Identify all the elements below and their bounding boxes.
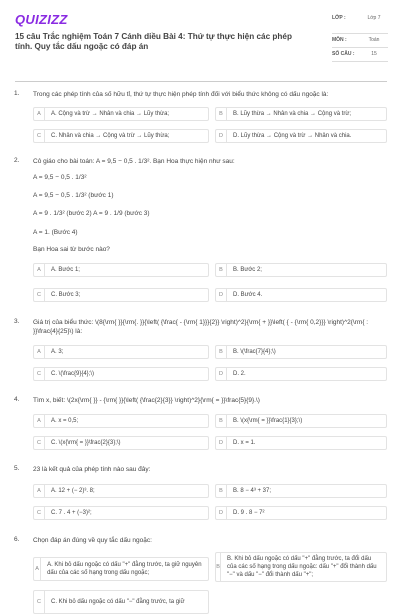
option-letter: C: [34, 591, 45, 613]
solution-line: A = 9 . 1/3² (bước 2) A = 9 . 1/9 (bước 3): [33, 210, 150, 217]
option-text: D. Lũy thừa → Cộng và trừ → Nhân và chia.: [233, 133, 352, 139]
option-letter: C: [34, 507, 45, 519]
option-c[interactable]: [33, 288, 209, 302]
question-text: 23 là kết quả của phép tính nào sau đây:: [33, 466, 151, 473]
option-a[interactable]: [33, 263, 209, 277]
option-b[interactable]: [215, 345, 387, 359]
question-text: Tìm x, biết: \(2x{\rm{ }} - {\rm{ }}{\left( {\frac{2}{3}} \right)^2}{\rm{ = }}\frac{5}{9}.\): [33, 397, 260, 404]
option-letter: B: [216, 485, 227, 497]
option-d[interactable]: [215, 506, 387, 520]
option-text: D. Bước 4.: [233, 292, 263, 298]
question-text: Chọn đáp án đúng về quy tắc dấu ngoặc:: [33, 537, 152, 544]
question-text: Giá trị của biểu thức: \(8{\rm{ }}{\rm{. }}{\left( {\frac{ - {\rm{ 1}}}{2}} \right)^2}{\rm{ + }}\left( { - {\rm{ 0,2}}} \right)^2{\rm{ : }}\frac{4}{25}\) là:: [33, 319, 369, 335]
option-text: A. 12 + (− 2)³. 8;: [51, 488, 95, 494]
meta-value: 15: [371, 51, 377, 57]
option-letter: A: [34, 558, 41, 580]
option-text: C. \(\frac{9}{4};\): [51, 371, 95, 377]
option-letter: A: [34, 108, 45, 120]
meta-table: [332, 12, 388, 62]
meta-value: Lớp 7: [367, 15, 381, 21]
option-text: A. Bước 1;: [51, 267, 80, 273]
option-letter: C: [34, 130, 45, 142]
option-text: A. Cộng và trừ → Nhân và chia → Lũy thừa;: [51, 111, 170, 117]
option-d[interactable]: [215, 436, 387, 450]
option-a[interactable]: [33, 484, 209, 498]
solution-line: A = 1. (Bước 4): [33, 229, 78, 236]
option-letter: A: [34, 415, 45, 427]
option-a[interactable]: [33, 107, 209, 121]
option-b[interactable]: [215, 263, 387, 277]
question-text: Cô giáo cho bài toán: A = 9,5 − 0,5 . 1/3². Bạn Hoa thực hiện như sau:: [33, 158, 235, 165]
option-text: C. \(x{\rm{ = }}\frac{2}{3};\): [51, 440, 121, 446]
option-d[interactable]: [215, 367, 387, 381]
option-letter: B: [216, 108, 227, 120]
option-letter: C: [34, 368, 45, 380]
option-letter: A: [34, 485, 45, 497]
option-letter: B: [216, 346, 227, 358]
question-text: Trong các phép tính của số hữu tỉ, thứ tự thực hiện phép tính đối với biểu thức không có dấu ngoặc là:: [33, 91, 329, 98]
meta-label: SỐ CÂU :: [332, 51, 355, 57]
question-number: 2.: [14, 157, 20, 164]
question-number: 1.: [14, 90, 20, 97]
option-c[interactable]: [33, 436, 209, 450]
option-a[interactable]: [33, 414, 209, 428]
option-letter: D: [216, 368, 227, 380]
meta-value: Toán: [368, 37, 380, 43]
option-text: A. 3;: [51, 349, 64, 355]
option-text: C. Bước 3;: [51, 292, 81, 298]
document-title: 15 câu Trắc nghiệm Toán 7 Cánh diều Bài 4: Thứ tự thực hiện các phép tính. Quy tắc dấu ngoặc có đáp án: [15, 32, 292, 51]
option-c[interactable]: [33, 506, 209, 520]
option-d[interactable]: [215, 288, 387, 302]
option-letter: D: [216, 130, 227, 142]
option-text: B. \(x{\rm{ = }}\frac{1}{3};\): [233, 418, 303, 424]
quizizz-logo: QUIZIZZ: [15, 12, 68, 27]
option-text: B. Bước 2;: [233, 267, 262, 273]
option-b[interactable]: [215, 484, 387, 498]
option-c[interactable]: [33, 590, 209, 614]
meta-label: MÔN :: [332, 37, 347, 43]
meta-row-subject: [332, 34, 388, 48]
option-letter: A: [34, 264, 45, 276]
option-b[interactable]: [215, 414, 387, 428]
option-text: C. 7 . 4 + (−3)²;: [51, 510, 92, 516]
option-text: A. Khi bỏ dấu ngoặc có dấu "+" đằng trước, ta giữ nguyên dấu của các số hạng trong dấu ngoặc;: [47, 562, 202, 576]
solution-line: A = 9,5 − 0,5 . 1/3² (bước 1): [33, 192, 114, 199]
question-number: 6.: [14, 536, 20, 543]
question-number: 3.: [14, 318, 20, 325]
option-text: C. Nhân và chia → Cộng và trừ → Lũy thừa;: [51, 133, 170, 139]
option-letter: A: [34, 346, 45, 358]
option-text: B. Lũy thừa → Nhân và chia → Cộng và trừ;: [233, 111, 352, 117]
option-letter: B: [216, 553, 221, 581]
meta-row-class: [332, 12, 388, 34]
option-letter: D: [216, 437, 227, 449]
option-letter: B: [216, 415, 227, 427]
option-a[interactable]: [33, 557, 209, 581]
option-letter: D: [216, 507, 227, 519]
option-d[interactable]: [215, 129, 387, 143]
option-letter: B: [216, 264, 227, 276]
option-letter: C: [34, 289, 45, 301]
option-letter: D: [216, 289, 227, 301]
meta-row-count: [332, 48, 388, 62]
option-text: B. 8 − 4³ + 37;: [233, 488, 272, 494]
option-text: B. Khi bỏ dấu ngoặc có dấu "+" đằng trước, ta đổi dấu của các số hạng trong dấu ngoặc: dấu "+" đổi thành dấu "−" và dấu "−" đổi thành dấu "+";: [227, 556, 377, 578]
question-number: 4.: [14, 396, 20, 403]
option-c[interactable]: [33, 129, 209, 143]
option-letter: C: [34, 437, 45, 449]
option-text: D. 2.: [233, 371, 246, 377]
option-text: C. Khi bỏ dấu ngoặc có dấu "−" đằng trước, ta giữ: [51, 599, 185, 605]
page-header: [0, 0, 400, 75]
option-text: A. x = 0,5;: [51, 418, 79, 424]
option-text: D. x = 1.: [233, 440, 256, 446]
option-text: B. \(\frac{7}{4};\): [233, 349, 276, 355]
option-c[interactable]: [33, 367, 209, 381]
header-divider: [15, 81, 387, 82]
solution-line: A = 9,5 − 0,5 . 1/3²: [33, 174, 87, 181]
option-a[interactable]: [33, 345, 209, 359]
option-b[interactable]: [215, 552, 387, 582]
meta-label: LỚP :: [332, 15, 346, 21]
option-text: D. 9 . 8 − 7²: [233, 510, 265, 516]
question-number: 5.: [14, 465, 20, 472]
option-b[interactable]: [215, 107, 387, 121]
solution-line: Bạn Hoa sai từ bước nào?: [33, 246, 110, 253]
